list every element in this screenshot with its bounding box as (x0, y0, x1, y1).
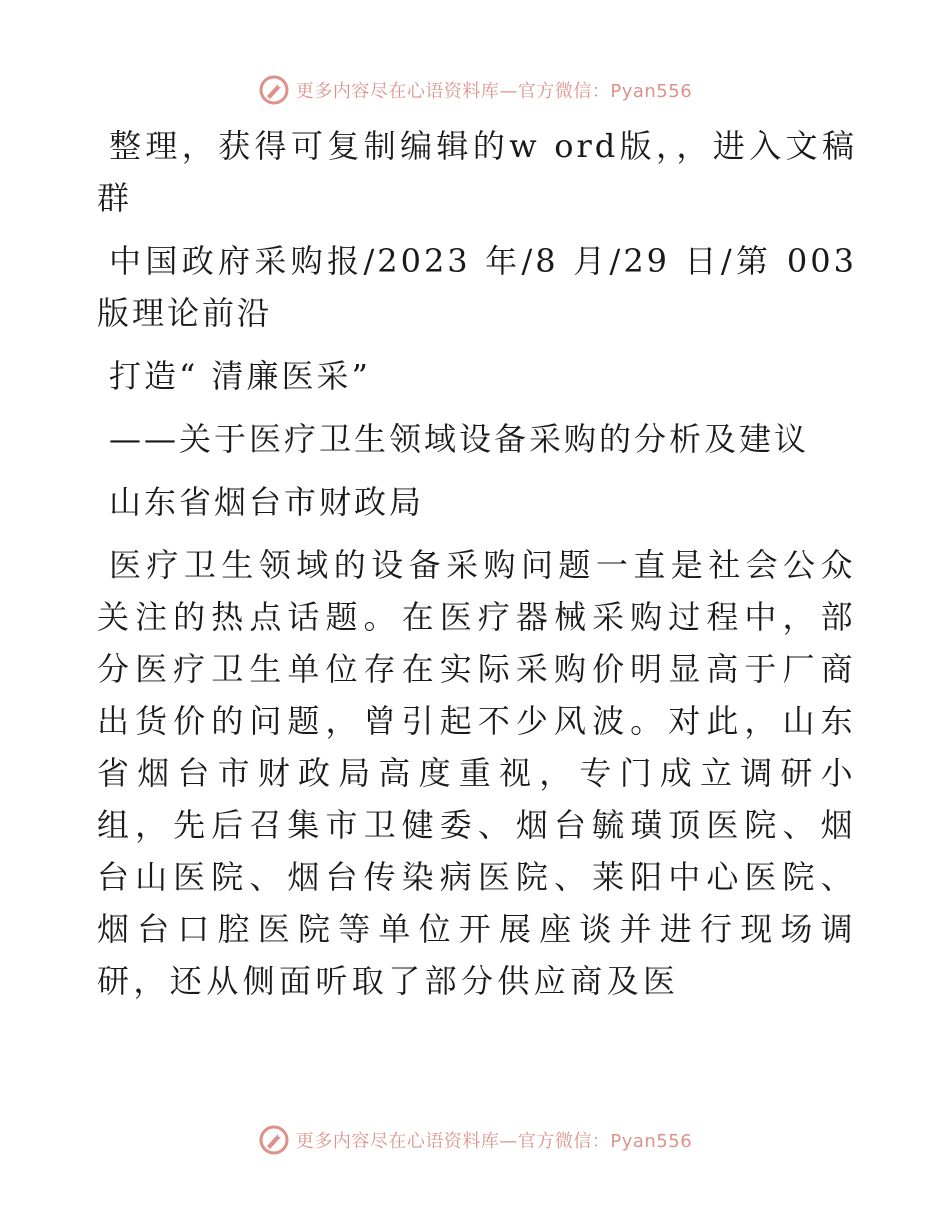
watermark-text: 更多内容尽在心语资料库—官方微信：Pyan556 (295, 1131, 693, 1152)
pen-logo-icon (258, 74, 290, 106)
document-body (97, 120, 857, 1018)
footer-watermark (0, 1120, 950, 1160)
watermark-text: 更多内容尽在心语资料库—官方微信：Pyan556 (295, 81, 693, 102)
intro-note: 整理，获得可复制编辑的w ord版，，进入文稿群 (97, 127, 857, 217)
header-watermark (0, 70, 950, 110)
body-paragraph: 医疗卫生领域的设备采购问题一直是社会公众关注的热点话题。在医疗器械采购过程中，部分医疗卫生单位存在实际采购价明显高于厂商出货价的问题，曾引起不少风波。对此，山东省烟台市财政局高度重视，专门成立调研小组，先后召集市卫健委、烟台毓璜顶医院、烟台山医院、烟台传染病医院、莱阳中心医院、烟台口腔医院等单位开展座谈并进行现场调研，还从侧面听取了部分供应商及医 (97, 546, 857, 1000)
pen-logo-icon (258, 1124, 290, 1156)
article-subtitle: ——关于医疗卫生领域设备采购的分析及建议 (109, 420, 810, 458)
article-title: 打造“ 清廉医采” (109, 357, 371, 395)
source-line: 中国政府采购报/2023 年/8 月/29 日/第 003 版理论前沿 (97, 242, 857, 332)
author-line: 山东省烟台市财政局 (109, 483, 425, 521)
